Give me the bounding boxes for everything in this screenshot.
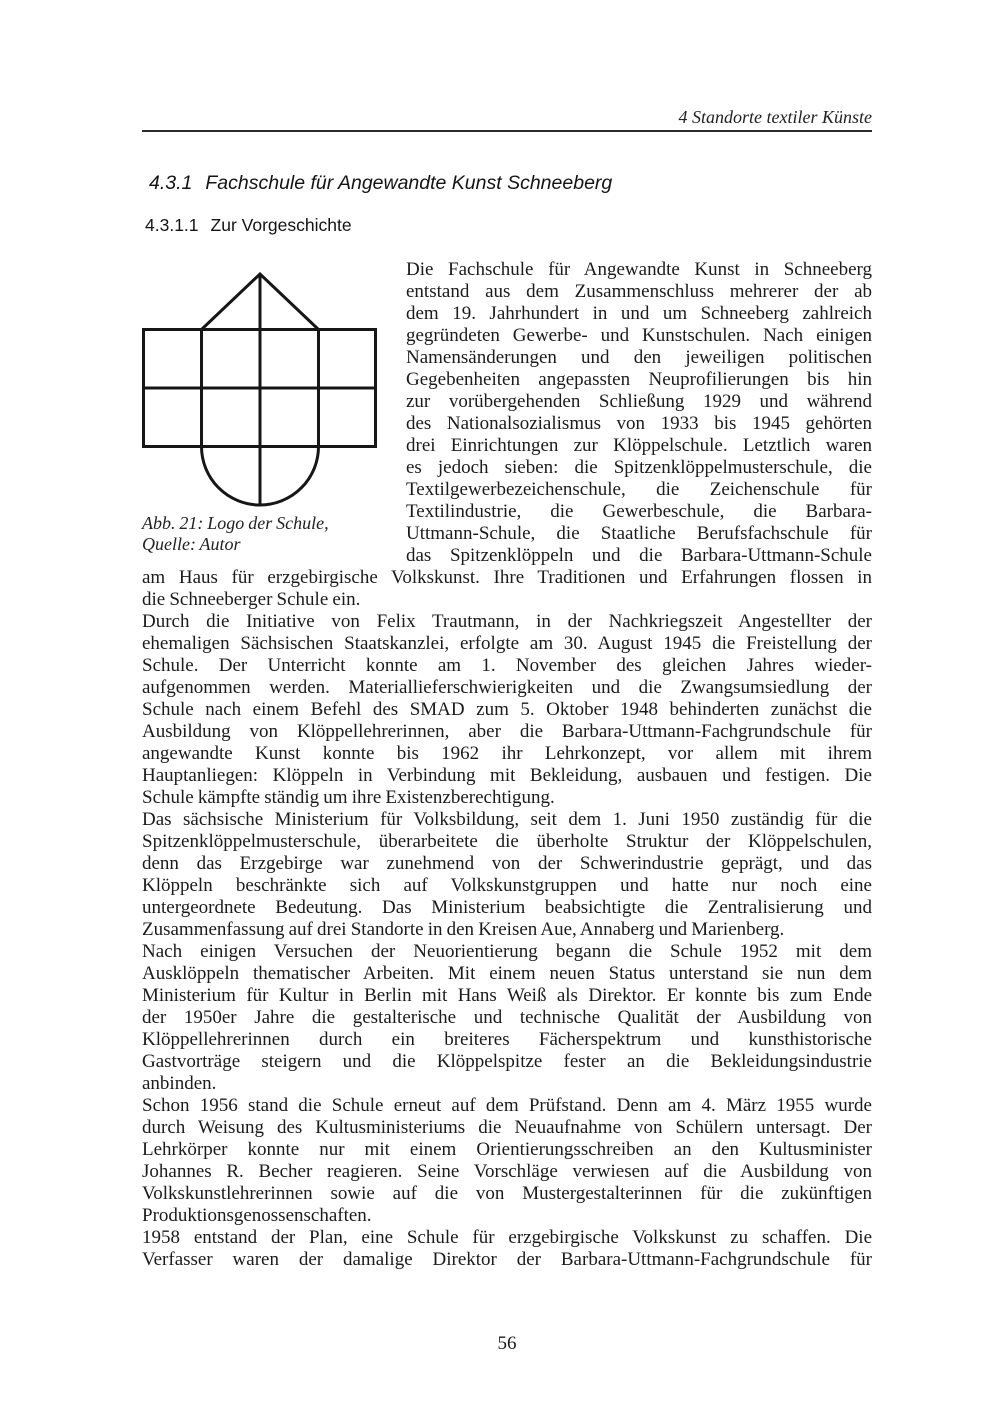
text-line: Das sächsische Ministerium für Volksbildung, seit dem 1. Juni 1950 zuständig für die	[142, 809, 872, 830]
paragraph	[142, 1227, 872, 1271]
text-line: Schule kämpfte ständig um ihre Existenzberechtigung.	[142, 787, 555, 808]
text-line: der 1950er Jahre die gestalterische und technische Qualität der Ausbildung von	[142, 1007, 872, 1028]
text-line: Lehrkörper konnte nur mit einem Orientierungsschreiben an den Kultusminister	[142, 1139, 872, 1160]
text-line: die Schneeberger Schule ein.	[142, 589, 361, 610]
text-line: es jedoch sieben: die Spitzenklöppelmusterschule, die	[406, 457, 872, 478]
text-line: Uttmann-Schule, die Staatliche Berufsfachschule für	[406, 523, 872, 544]
text-line: Schule. Der Unterricht konnte am 1. November des gleichen Jahres wieder-	[142, 655, 872, 676]
section-number: 4.3.1	[149, 172, 193, 194]
text-line: durch Weisung des Kultusministeriums die Neuaufnahme von Schülern untersagt. Der	[142, 1117, 872, 1138]
subsection-heading	[145, 214, 352, 236]
paragraph	[142, 1095, 872, 1227]
text-line: ehemaligen Sächsischen Staatskanzlei, erfolgte am 30. August 1945 die Freistellung der	[142, 633, 872, 654]
subsection-title: Zur Vorgeschichte	[210, 215, 352, 235]
text-line: Produktionsgenossenschaften.	[142, 1205, 372, 1226]
text-line: angewandte Kunst konnte bis 1962 ihr Lehrkonzept, vor allem mit ihrem	[142, 743, 872, 764]
text-line: Durch die Initiative von Felix Trautmann, in der Nachkriegszeit Angestellter der	[142, 611, 872, 632]
text-line: das Spitzenklöppeln und die Barbara-Uttmann-Schule	[406, 545, 872, 566]
school-logo-figure	[142, 272, 377, 508]
running-header-text: 4 Standorte textiler Künste	[678, 107, 872, 127]
text-line: drei Einrichtungen zur Klöppelschule. Letztlich waren	[406, 435, 872, 456]
text-line: aufgenommen werden. Materiallieferschwierigkeiten und die Zwangsumsiedlung der	[142, 677, 872, 698]
wrapped-text-column	[406, 259, 872, 567]
text-line: Gastvorträge steigern und die Klöppelspitze fester an die Bekleidungsindustrie	[142, 1051, 872, 1072]
figure-caption-line1: Abb. 21: Logo der Schule,	[142, 513, 329, 533]
text-line: des Nationalsozialismus von 1933 bis 1945 gehörten	[406, 413, 872, 434]
figure-text-row	[142, 259, 872, 567]
text-line: denn das Erzgebirge war zunehmend von der Schwerindustrie geprägt, und das	[142, 853, 872, 874]
section-heading	[149, 171, 612, 195]
text-line: Ausbildung von Klöppellehrerinnen, aber die Barbara-Uttmann-Fachgrundschule für	[142, 721, 872, 742]
text-line: Spitzenklöppelmusterschule, überarbeitete die überholte Struktur der Klöppelschulen,	[142, 831, 872, 852]
figure-caption-line2: Quelle: Autor	[142, 534, 241, 554]
full-width-paragraphs	[142, 567, 872, 1271]
text-line: Hauptanliegen: Klöppeln in Verbindung mit Bekleidung, ausbauen und festigen. Die	[142, 765, 872, 786]
text-line: gegründeten Gewerbe- und Kunstschulen. Nach einigen	[406, 325, 872, 346]
text-line: dem 19. Jahrhundert in und um Schneeberg zahlreich	[406, 303, 872, 324]
text-line: untergeordnete Bedeutung. Das Ministerium beabsichtigte die Zentralisierung und	[142, 897, 872, 918]
subsection-number: 4.3.1.1	[145, 215, 199, 235]
text-line: am Haus für erzgebirgische Volkskunst. Ihre Traditionen und Erfahrungen flossen in	[142, 567, 872, 588]
page-number-text: 56	[497, 1333, 517, 1354]
text-line: Die Fachschule für Angewandte Kunst in Schneeberg	[406, 259, 872, 280]
page-number	[142, 1333, 872, 1355]
text-line: Nach einigen Versuchen der Neuorientierung begann die Schule 1952 mit dem	[142, 941, 872, 962]
text-line: Ministerium für Kultur in Berlin mit Hans Weiß als Direktor. Er konnte bis zum Ende	[142, 985, 872, 1006]
figure-column	[142, 259, 406, 567]
text-line: Textilindustrie, die Gewerbeschule, die Barbara-	[406, 501, 872, 522]
text-line: Klöppeln beschränkte sich auf Volkskunstgruppen und hatte nur noch eine	[142, 875, 872, 896]
paragraph	[142, 941, 872, 1095]
text-line: entstand aus dem Zusammenschluss mehrerer der ab	[406, 281, 872, 302]
figure-caption	[142, 513, 406, 555]
text-line: Namensänderungen und den jeweiligen politischen	[406, 347, 872, 368]
text-line: Zusammenfassung auf drei Standorte in den Kreisen Aue, Annaberg und Marienberg.	[142, 919, 785, 940]
text-line: 1958 entstand der Plan, eine Schule für erzgebirgische Volkskunst zu schaffen. Die	[142, 1227, 872, 1248]
text-line: zur vorübergehenden Schließung 1929 und während	[406, 391, 872, 412]
paragraph	[142, 809, 872, 941]
text-line: Textilgewerbezeichenschule, die Zeichenschule für	[406, 479, 872, 500]
text-line: Schule nach einem Befehl des SMAD zum 5. Oktober 1948 behinderten zunächst die	[142, 699, 872, 720]
text-line: Klöppellehrerinnen durch ein breiteres Fächerspektrum und kunsthistorische	[142, 1029, 872, 1050]
body-text	[142, 259, 872, 1271]
text-line: Verfasser waren der damalige Direktor der Barbara-Uttmann-Fachgrundschule für	[142, 1249, 872, 1270]
text-line: Ausklöppeln thematischer Arbeiten. Mit einem neuen Status unterstand sie nun dem	[142, 963, 872, 984]
text-line: Volkskunstlehrerinnen sowie auf die von Mustergestalterinnen für die zukünftigen	[142, 1183, 872, 1204]
section-title: Fachschule für Angewandte Kunst Schneeberg	[205, 172, 613, 194]
text-line: anbinden.	[142, 1073, 217, 1094]
text-line: Schon 1956 stand die Schule erneut auf dem Prüfstand. Denn am 4. März 1955 wurde	[142, 1095, 872, 1116]
running-header	[142, 106, 872, 132]
paragraph	[142, 567, 872, 611]
text-line: Johannes R. Becher reagieren. Seine Vorschläge verwiesen auf die Ausbildung von	[142, 1161, 872, 1182]
text-line: Gegebenheiten angepassten Neuprofilierungen bis hin	[406, 369, 872, 390]
paragraph	[142, 611, 872, 809]
